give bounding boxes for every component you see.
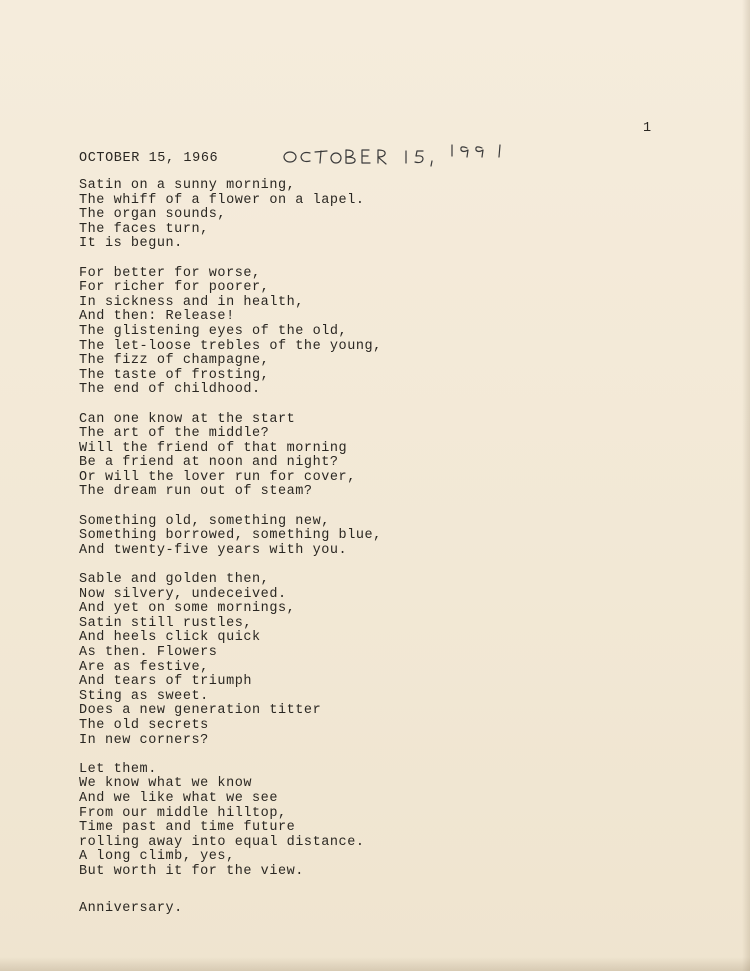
poem-line: But worth it for the view. [79, 863, 304, 879]
poem-line: Are as festive, [79, 659, 209, 675]
stanza [79, 763, 639, 880]
poem-line: In new corners? [79, 732, 209, 748]
poem-line: The dream run out of steam? [79, 484, 313, 500]
poem-line: And twenty-five years with you. [79, 542, 348, 558]
stanza [79, 515, 639, 559]
poem-line: The organ sounds, [79, 207, 227, 223]
poem-line: Sable and golden then, [79, 572, 270, 588]
page-bottom-shadow [0, 957, 750, 971]
poem-line: Let them. [79, 761, 157, 777]
stanza [79, 413, 639, 501]
poem-line: It is begun. [79, 236, 183, 252]
poem-line: Can one know at the start [79, 411, 296, 427]
poem-line: The art of the middle? [79, 426, 270, 442]
poem-line: We know what we know [79, 776, 253, 792]
poem-line: The whiff of a flower on a lapel. [79, 192, 365, 208]
stanza [79, 573, 639, 748]
page-edge-shadow [742, 0, 750, 971]
poem-body [79, 179, 639, 894]
poem-line: And we like what we see [79, 790, 278, 806]
poem-line: Satin on a sunny morning, [79, 178, 296, 193]
poem-line: Be a friend at noon and night? [79, 455, 339, 471]
poem-line: Or will the lover run for cover, [79, 469, 356, 485]
poem-line: rolling away into equal distance. [79, 834, 365, 850]
poem-line: The old secrets [79, 717, 209, 733]
poem-line: In sickness and in health, [79, 294, 304, 310]
typed-date: OCTOBER 15, 1966 [79, 151, 219, 166]
poem-line: The faces turn, [79, 221, 209, 237]
poem-line: A long climb, yes, [79, 849, 235, 865]
poem-line: The end of childhood. [79, 382, 261, 398]
poem-line: And yet on some mornings, [79, 601, 296, 617]
poem-line: For richer for poorer, [79, 280, 270, 296]
poem-line: Time past and time future [79, 820, 296, 836]
poem-line: And then: Release! [79, 309, 235, 325]
poem-line: And heels click quick [79, 630, 261, 646]
poem-line: And tears of triumph [79, 674, 253, 690]
poem-line: Now silvery, undeceived. [79, 586, 287, 602]
poem-line: The let-loose trebles of the young, [79, 338, 382, 354]
closing-line: Anniversary. [79, 901, 183, 916]
poem-line: Will the friend of that morning [79, 440, 348, 456]
stanza [79, 179, 639, 252]
poem-line: Satin still rustles, [79, 615, 253, 631]
stanza [79, 267, 639, 398]
poem-line: The fizz of champagne, [79, 353, 270, 369]
poem-line: As then. Flowers [79, 645, 218, 660]
handwritten-date [282, 142, 542, 172]
poem-line: From our middle hilltop, [79, 805, 287, 821]
poem-line: The glistening eyes of the old, [79, 323, 348, 339]
poem-line: Something borrowed, something blue, [79, 528, 382, 544]
poem-line: Does a new generation titter [79, 703, 322, 719]
handwriting-icon [282, 142, 542, 172]
poem-line: Sting as sweet. [79, 688, 209, 704]
poem-line: The taste of frosting, [79, 367, 270, 383]
poem-line: For better for worse, [79, 265, 261, 281]
page-number: 1 [643, 121, 652, 136]
poem-line: Something old, something new, [79, 513, 330, 529]
